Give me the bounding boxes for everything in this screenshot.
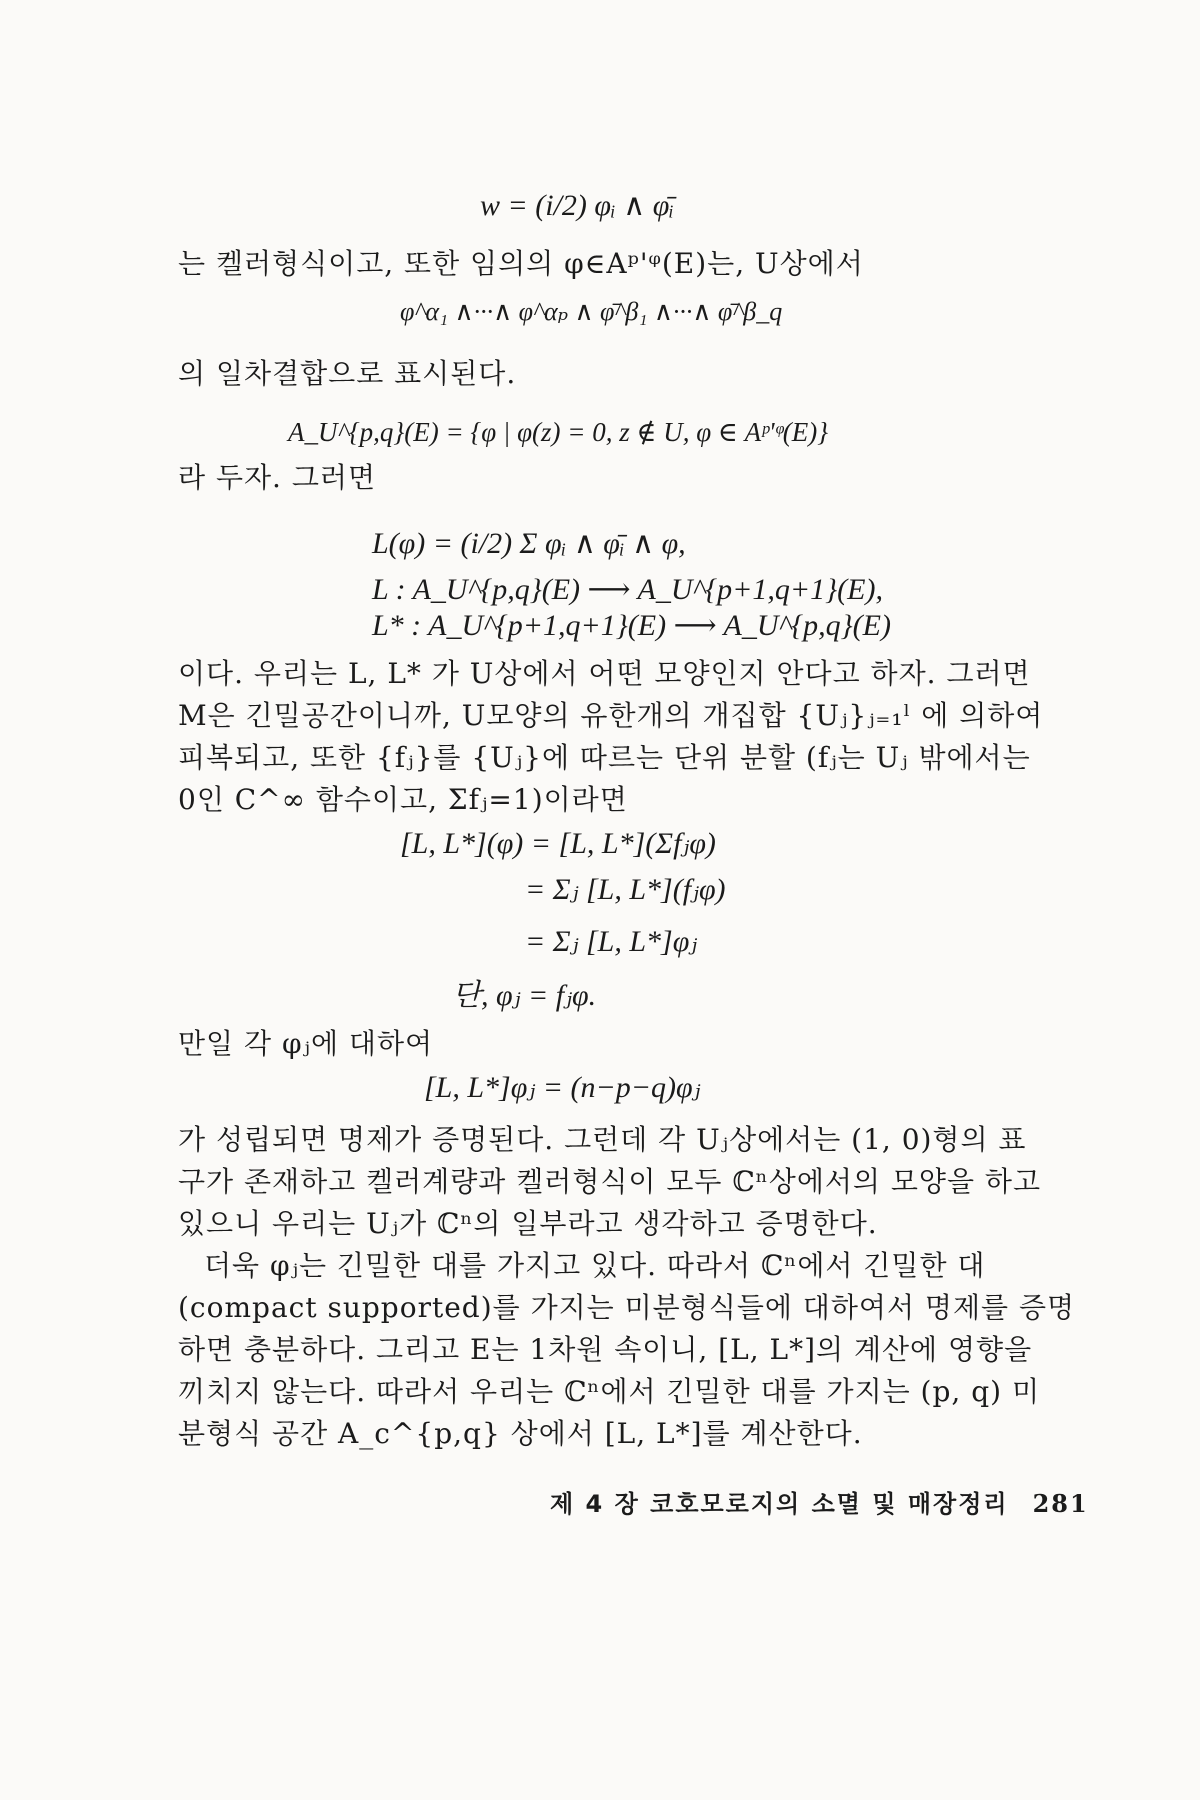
text-line-3: 라 두자. 그러면 — [178, 461, 376, 494]
equation-L: L(φ) = (i/2) Σ φᵢ ∧ φ̄ᵢ ∧ φ, — [372, 527, 686, 560]
text-line-15: 끼치지 않는다. 따라서 우리는 ℂⁿ에서 긴밀한 대를 가지는 (p, q) 미 — [178, 1375, 1041, 1408]
chapter-title: 제 4 장 코호모로지의 소멸 및 매장정리 — [550, 1490, 1009, 1518]
text-line-7: 0인 C^∞ 함수이고, Σfⱼ=1)이라면 — [178, 783, 628, 816]
text-line-2: 의 일차결합으로 표시된다. — [178, 357, 517, 390]
page-number: 281 — [1032, 1489, 1089, 1518]
text-line-5: M은 긴밀공간이니까, U모양의 유한개의 개집합 {Uⱼ}ⱼ₌₁ˡ 에 의하여 — [178, 699, 1044, 732]
equation-commutator-1: [L, L*](φ) = [L, L*](Σfⱼφ) — [400, 827, 716, 860]
equation-w: w = (i/2) φᵢ ∧ φ̄ᵢ — [480, 189, 675, 222]
text-line-12: 더욱 φⱼ는 긴밀한 대를 가지고 있다. 따라서 ℂⁿ에서 긴밀한 대 — [204, 1249, 986, 1282]
equation-final: [L, L*]φⱼ = (n−p−q)φⱼ — [424, 1071, 701, 1104]
equation-Lstar-map: L* : A_U^{p+1,q+1}(E) ⟶ A_U^{p,q}(E) — [372, 609, 891, 642]
equation-commutator-2: = Σⱼ [L, L*](fⱼφ) — [525, 873, 726, 906]
page-footer — [550, 1488, 1089, 1520]
text-line-9: 가 성립되면 명제가 증명된다. 그런데 각 Uⱼ상에서는 (1, 0)형의 표 — [178, 1123, 1027, 1156]
equation-commutator-3: = Σⱼ [L, L*]φⱼ — [525, 925, 698, 958]
text-line-6: 피복되고, 또한 {fⱼ}를 {Uⱼ}에 따르는 단위 분할 (fⱼ는 Uⱼ 밖에서는 — [178, 741, 1031, 774]
text-line-10: 구가 존재하고 켈러계량과 켈러형식이 모두 ℂⁿ상에서의 모양을 하고 — [178, 1165, 1042, 1198]
equation-wedge-basis: φ^α₁ ∧···∧ φ^αₚ ∧ φ̄^β₁ ∧···∧ φ̄^β_q — [400, 297, 783, 326]
equation-L-map: L : A_U^{p,q}(E) ⟶ A_U^{p+1,q+1}(E), — [372, 573, 883, 606]
text-line-11: 있으니 우리는 Uⱼ가 ℂⁿ의 일부라고 생각하고 증명한다. — [178, 1207, 878, 1240]
text-line-8: 만일 각 φⱼ에 대하여 — [178, 1027, 434, 1060]
equation-phi-j-def: 단, φⱼ = fⱼφ. — [452, 979, 597, 1012]
text-line-14: 하면 충분하다. 그리고 E는 1차원 속이니, [L, L*]의 계산에 영향을 — [178, 1333, 1033, 1366]
text-line-13: (compact supported)를 가지는 미분형식들에 대하여서 명제를 증명 — [178, 1291, 1076, 1324]
text-line-4: 이다. 우리는 L, L* 가 U상에서 어떤 모양인지 안다고 하자. 그러면 — [178, 657, 1031, 690]
text-line-1: 는 켈러형식이고, 또한 임의의 φ∈Aᵖ'ᵠ(E)는, U상에서 — [178, 247, 864, 280]
text-line-16: 분형식 공간 A_c^{p,q} 상에서 [L, L*]를 계산한다. — [178, 1417, 863, 1450]
equation-def-AU: A_U^{p,q}(E) = {φ | φ(z) = 0, z ∉ U, φ ∈ Aᵖ'ᵠ(E)} — [288, 417, 829, 447]
